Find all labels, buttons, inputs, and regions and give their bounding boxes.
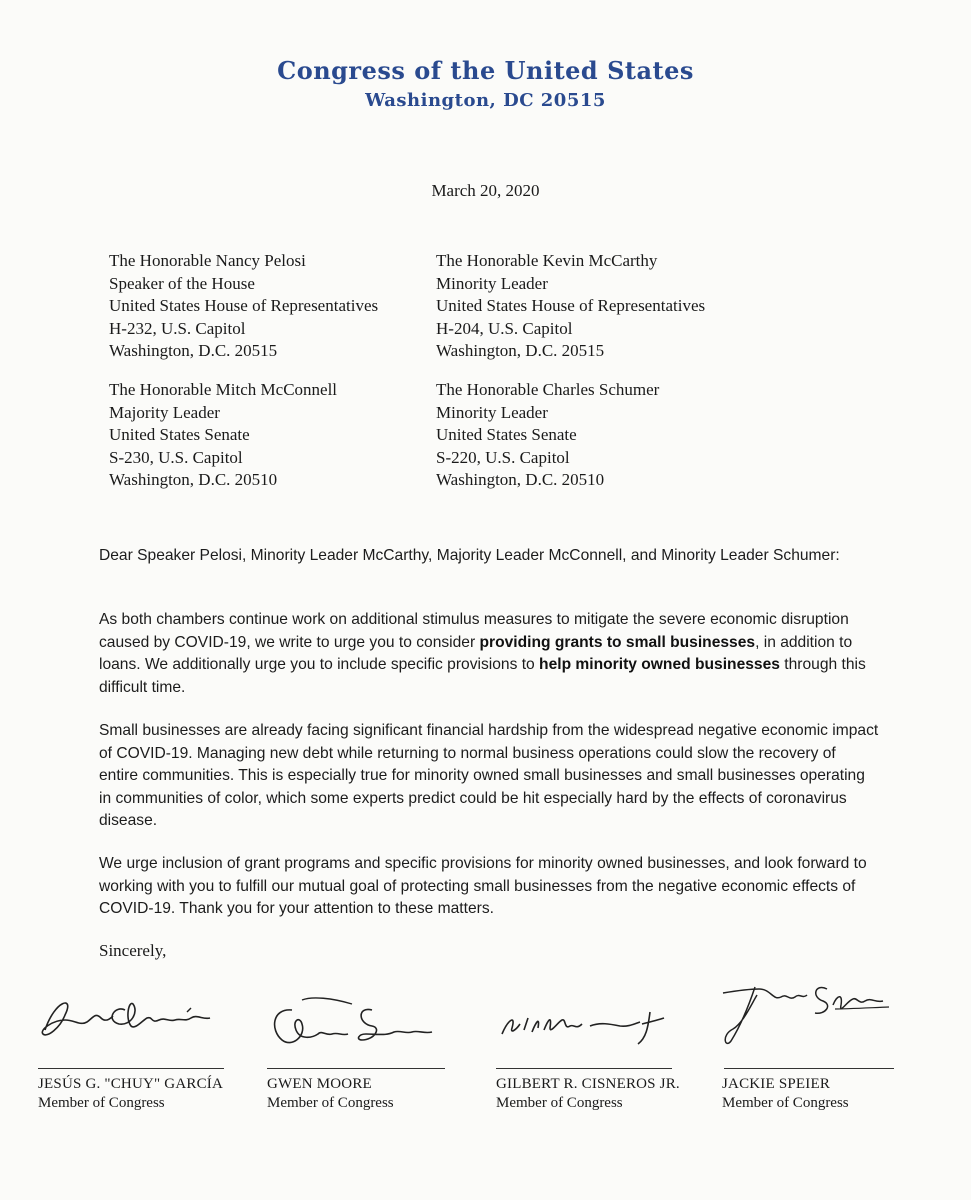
recipient-office: H-232, U.S. Capitol bbox=[109, 318, 246, 338]
letterhead-subtitle: Washington, DC 20515 bbox=[365, 90, 606, 111]
signer-moore bbox=[267, 1075, 394, 1113]
recipient-name: The Honorable Kevin McCarthy bbox=[436, 251, 658, 270]
signer-role: Member of Congress bbox=[722, 1095, 849, 1111]
letterhead-title: Congress of the United States bbox=[277, 56, 694, 85]
recipient-body: United States Senate bbox=[436, 425, 577, 444]
signature-line bbox=[267, 1068, 445, 1069]
recipient-title: Minority Leader bbox=[436, 402, 548, 422]
salutation: Dear Speaker Pelosi, Minority Leader McCarthy, Majority Leader McConnell, and Minority Leader Schumer: bbox=[99, 547, 840, 564]
recipient-block-mccarthy bbox=[436, 250, 705, 363]
recipient-block-pelosi bbox=[109, 250, 378, 363]
emphasis-grants: providing grants to small businesses bbox=[479, 633, 756, 651]
body-paragraph-3: We urge inclusion of grant programs and specific provisions for minority owned businesses, and look forward to working with you to fulfill our mutual goal of protecting small businesses from the negative economic effects of COVID-19. Thank you for your attention to these matters. bbox=[99, 855, 867, 917]
recipient-title: Speaker of the House bbox=[109, 273, 255, 293]
body-paragraph-1 bbox=[99, 609, 879, 699]
signer-garcia bbox=[38, 1075, 223, 1113]
recipient-title: Minority Leader bbox=[436, 273, 548, 293]
recipient-city: Washington, D.C. 20515 bbox=[109, 341, 278, 360]
closing: Sincerely, bbox=[99, 941, 167, 960]
recipient-city: Washington, D.C. 20515 bbox=[436, 341, 605, 360]
recipient-block-schumer bbox=[436, 379, 659, 492]
recipient-body: United States House of Representatives bbox=[436, 296, 706, 315]
recipient-office: S-220, U.S. Capitol bbox=[436, 447, 570, 467]
signature-moore bbox=[262, 990, 442, 1060]
recipient-body: United States House of Representatives bbox=[109, 296, 379, 315]
recipient-block-mcconnell bbox=[109, 379, 337, 492]
signature-garcia bbox=[35, 990, 225, 1050]
signer-cisneros bbox=[496, 1075, 680, 1113]
signer-name: JESÚS G. "CHUY" GARCÍA bbox=[38, 1076, 224, 1092]
signer-name: GILBERT R. CISNEROS JR. bbox=[496, 1076, 680, 1092]
signer-speier bbox=[722, 1075, 849, 1113]
signer-role: Member of Congress bbox=[496, 1095, 623, 1111]
paragraph-text: , in addition to loans. We additionally urge you to include specific provisions to bbox=[99, 633, 853, 673]
paragraph-text: As both chambers continue work on additional stimulus measures to mitigate the severe economic disruption caused by COVID-19, we write to urge you to consider bbox=[99, 611, 849, 651]
recipient-city: Washington, D.C. 20510 bbox=[109, 470, 278, 489]
recipient-name: The Honorable Charles Schumer bbox=[436, 380, 660, 399]
signature-line bbox=[724, 1068, 894, 1069]
recipient-city: Washington, D.C. 20510 bbox=[436, 470, 605, 489]
signature-line bbox=[496, 1068, 672, 1069]
recipient-office: H-204, U.S. Capitol bbox=[436, 318, 573, 338]
signer-name: JACKIE SPEIER bbox=[722, 1076, 831, 1092]
signer-role: Member of Congress bbox=[38, 1095, 165, 1111]
signer-role: Member of Congress bbox=[267, 1095, 394, 1111]
signature-speier bbox=[715, 975, 895, 1050]
emphasis-minority-businesses: help minority owned businesses bbox=[539, 656, 780, 673]
recipient-office: S-230, U.S. Capitol bbox=[109, 447, 243, 467]
recipient-name: The Honorable Nancy Pelosi bbox=[109, 251, 306, 270]
signer-name: GWEN MOORE bbox=[267, 1076, 372, 1092]
recipient-name: The Honorable Mitch McConnell bbox=[109, 380, 338, 399]
recipient-body: United States Senate bbox=[109, 425, 250, 444]
signature-cisneros bbox=[490, 1000, 680, 1050]
signature-line bbox=[38, 1068, 224, 1069]
body-paragraph-2: Small businesses are already facing significant financial hardship from the widespread negative economic impact of COVID-19. Managing new debt while returning to normal business operations could slow the recovery of entire communities. This is especially true for minority owned small businesses and small businesses operating in communities of color, which some experts predict could be hit especially hard by the effects of coronavirus disease. bbox=[99, 722, 879, 829]
paragraph-text: through this difficult time. bbox=[99, 656, 866, 696]
letter-date: March 20, 2020 bbox=[431, 181, 540, 200]
recipient-title: Majority Leader bbox=[109, 402, 220, 422]
